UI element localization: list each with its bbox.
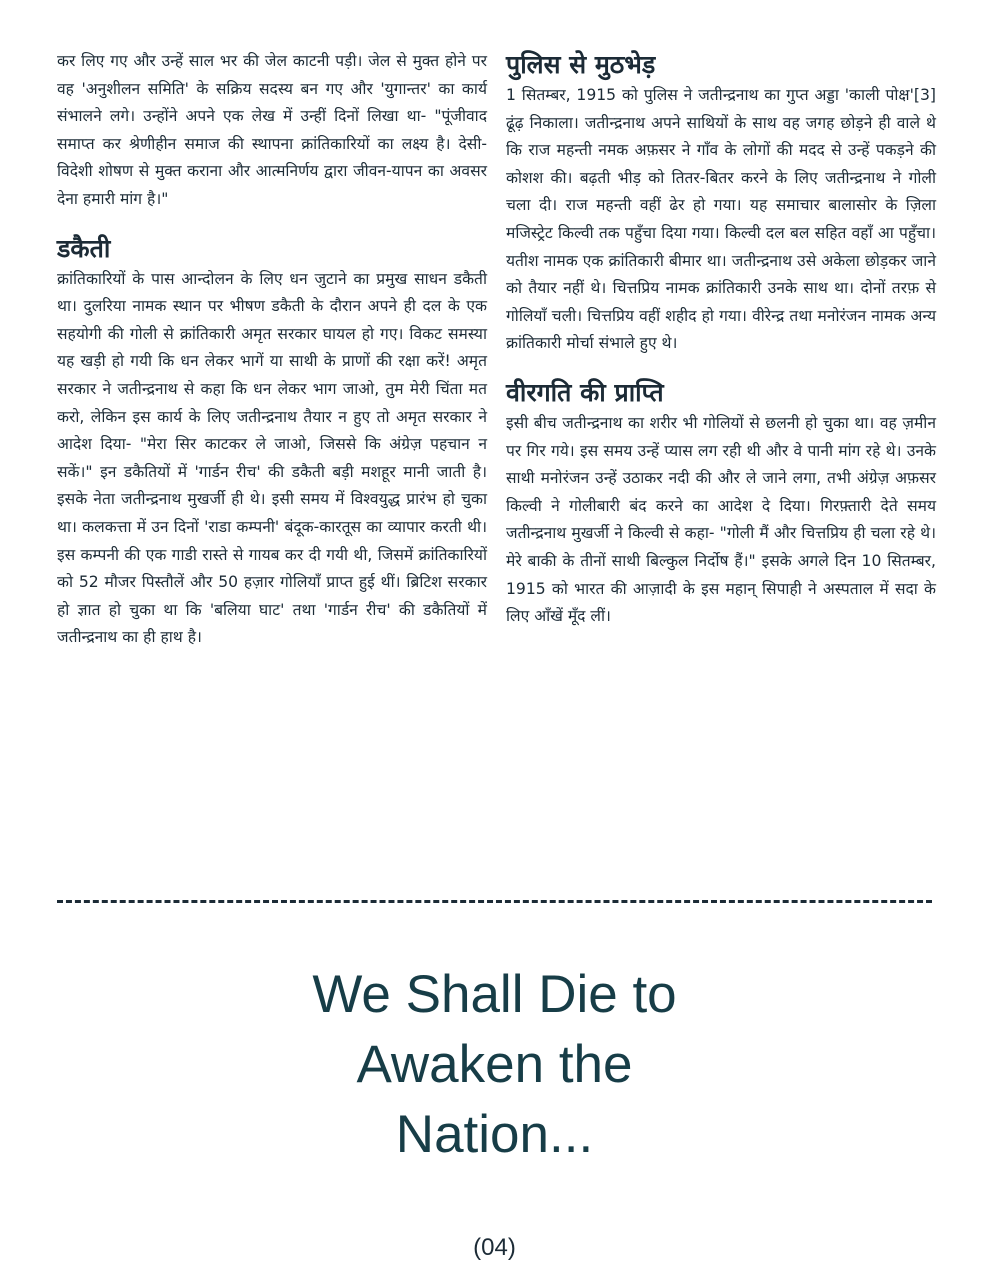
slogan-line-2: Awaken the [356,1035,633,1094]
slogan-line-1: We Shall Die to [312,965,677,1024]
page-number: (04) [473,1234,516,1261]
left-column [57,48,487,652]
slogan [0,960,989,1170]
dashed-divider [57,900,932,903]
section-heading-dacoity: डकैती [57,233,111,263]
right-column [506,48,936,631]
section-heading-police-encounter: पुलिस से मुठभेड़ [506,50,656,79]
police-encounter-paragraph: 1 सितम्बर, 1915 को पुलिस ने जतीन्द्रनाथ का गुप्त अड्डा 'काली पोक्ष'[3] ढूंढ़ निकाला। जतीन्द्रनाथ अपने साथियों के साथ वह जगह छोड़ने ही वाले थे कि राज महन्ती नमक अफ़सर ने गाँव के लोगों की मदद से उन्हें पकड़ने की कोशश की। बढ़ती भीड़ को तितर-बितर करने के लिए जतीन्द्रनाथ ने गोली चला दी। राज महन्ती वहीं ढेर हो गया। यह समाचार बालासोर के ज़िला मजिस्ट्रेट किल्वी तक पहुँचा दिया गया। किल्वी दल बल सहित वहाँ आ पहुँचा। यतीश नामक एक क्रांतिकारी बीमार था। जतीन्द्रनाथ उसे अकेला छोड़कर जाने को तैयार नहीं थे। चित्तप्रिय नामक क्रांतिकारी उनके साथ था। दोनों तरफ़ से गोलियाँ चली। चित्तप्रिय वहीं शहीद हो गया। वीरेन्द्र तथा मनोरंजन नामक अन्य क्रांतिकारी मोर्चा संभाले हुए थे। [506,86,936,353]
martyrdom-paragraph: इसी बीच जतीन्द्रनाथ का शरीर भी गोलियों से छलनी हो चुका था। वह ज़मीन पर गिर गये। इस समय उन्हें प्यास लग रही थी और वे पानी मांग रहे थे। उनके साथी मनोरंजन उन्हें उठाकर नदी की और ले जाने लगा, तभी अंग्रेज़ अफ़सर किल्वी ने गोलीबारी बंद करने का आदेश दे दिया। गिरफ़्तारी देते समय जतीन्द्रनाथ मुखर्जी ने किल्वी से कहा- "गोली मैं और चित्तप्रिय ही चला रहे थे। मेरे बाकी के तीनों साथी बिल्कुल निर्दोष हैं।" इसके अगले दिन 10 सितम्बर, 1915 को भारत की आज़ादी के इस महान् सिपाही ने अस्पताल में सदा के लिए आँखें मूँद लीं। [506,413,936,626]
section-heading-martyrdom: वीरगति की प्राप्ति [506,377,664,407]
slogan-line-3: Nation... [395,1105,594,1164]
intro-paragraph: कर लिए गए और उन्हें साल भर की जेल काटनी पड़ी। जेल से मुक्त होने पर वह 'अनुशीलन समिति' के सक्रिय सदस्य बन गए और 'युगान्तर' का कार्य संभालने लगे। उन्होंने अपने एक लेख में उन्हीं दिनों लिखा था- "पूंजीवाद समाप्त कर श्रेणीहीन समाज की स्थापना क्रांतिकारियों का लक्ष्य है। देसी-विदेशी शोषण से मुक्त कराना और आत्मनिर्णय द्वारा जीवन-यापन का अवसर देना हमारी मांग है।" [57,52,487,208]
dacoity-paragraph: क्रांतिकारियों के पास आन्दोलन के लिए धन जुटाने का प्रमुख साधन डकैती था। दुलरिया नामक स्थान पर भीषण डकैती के दौरान अपने ही दल के एक सहयोगी की गोली से क्रांतिकारी अमृत सरकार घायल हो गए। विकट समस्या यह खड़ी हो गयी कि धन लेकर भागें या साथी के प्राणों की रक्षा करें! अमृत सरकार ने जतीन्द्रनाथ से कहा कि धन लेकर भाग जाओ, तुम मेरी चिंता मत करो, लेकिन इस कार्य के लिए जतीन्द्रनाथ तैयार न हुए तो अमृत सरकार ने आदेश दिया- "मेरा सिर काटकर ले जाओ, जिससे कि अंग्रेज़ पहचान न सकें।" इन डकैतियों में 'गार्डन रीच' की डकैती बड़ी मशहूर मानी जाती है। इसके नेता जतीन्द्रनाथ मुखर्जी ही थे। इसी समय में विश्वयुद्ध प्रारंभ हो चुका था। कलकत्ता में उन दिनों 'राडा कम्पनी' बंदूक-कारतूस का व्यापार करती थी। इस कम्पनी की एक गाडी रास्ते से गायब कर दी गयी थी, जिसमें क्रांतिकारियों को 52 मौजर पिस्तौलें और 50 हज़ार गोलियाँ प्राप्त हुई थीं। ब्रिटिश सरकार हो ज्ञात हो चुका था कि 'बलिया घाट' तथा 'गार्डन रीच' की डकैतियों में जतीन्द्रनाथ का ही हाथ है। [57,269,487,647]
